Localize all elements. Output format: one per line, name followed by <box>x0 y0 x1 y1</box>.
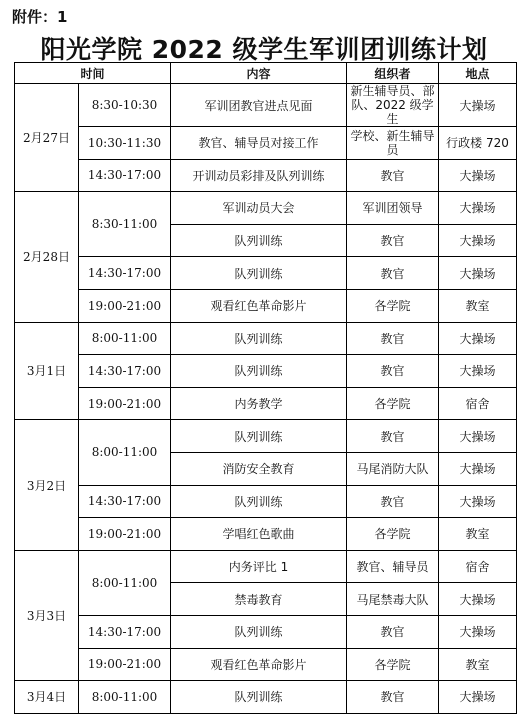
content-cell: 军训团教官进点见面 <box>171 84 347 127</box>
organizer-cell: 教官 <box>347 257 439 290</box>
table-header-row <box>15 63 517 84</box>
header-organizer: 组织者 <box>347 63 439 84</box>
table-row <box>15 355 517 388</box>
location-cell: 大操场 <box>439 355 517 388</box>
location-cell: 大操场 <box>439 159 517 192</box>
organizer-cell: 各学院 <box>347 518 439 551</box>
content-cell: 队列训练 <box>171 681 347 714</box>
organizer-cell: 各学院 <box>347 289 439 322</box>
date-cell: 3月1日 <box>15 322 79 420</box>
content-cell: 队列训练 <box>171 322 347 355</box>
time-cell: 8:00-11:00 <box>79 322 171 355</box>
time-cell: 14:30-17:00 <box>79 615 171 648</box>
location-cell: 大操场 <box>439 192 517 225</box>
organizer-cell: 教官、辅导员 <box>347 550 439 583</box>
table-row <box>15 192 517 225</box>
organizer-cell: 教官 <box>347 224 439 257</box>
organizer-cell: 教官 <box>347 420 439 453</box>
time-cell: 8:30-10:30 <box>79 84 171 127</box>
location-cell: 大操场 <box>439 257 517 290</box>
location-cell: 教室 <box>439 648 517 681</box>
content-cell: 内务教学 <box>171 387 347 420</box>
content-cell: 消防安全教育 <box>171 452 347 485</box>
location-cell: 大操场 <box>439 84 517 127</box>
content-cell: 开训动员彩排及队列训练 <box>171 159 347 192</box>
location-cell: 宿舍 <box>439 387 517 420</box>
time-cell: 14:30-17:00 <box>79 355 171 388</box>
time-cell: 14:30-17:00 <box>79 485 171 518</box>
attachment-label: 附件：1 <box>12 8 68 26</box>
time-cell: 19:00-21:00 <box>79 289 171 322</box>
location-cell: 教室 <box>439 518 517 551</box>
location-cell: 行政楼 720 <box>439 127 517 160</box>
organizer-cell: 教官 <box>347 681 439 714</box>
document-title: 阳光学院 2022 级学生军训团训练计划 <box>40 35 488 64</box>
content-cell: 学唱红色歌曲 <box>171 518 347 551</box>
content-cell: 教官、辅导员对接工作 <box>171 127 347 160</box>
organizer-cell: 教官 <box>347 485 439 518</box>
location-cell: 大操场 <box>439 583 517 616</box>
header-time: 时间 <box>15 63 171 84</box>
training-schedule-table <box>14 62 517 714</box>
content-cell: 队列训练 <box>171 420 347 453</box>
content-cell: 观看红色革命影片 <box>171 648 347 681</box>
location-cell: 大操场 <box>439 485 517 518</box>
content-cell: 队列训练 <box>171 224 347 257</box>
time-cell: 8:30-11:00 <box>79 192 171 257</box>
content-cell: 内务评比 1 <box>171 550 347 583</box>
location-cell: 大操场 <box>439 224 517 257</box>
date-cell: 2月28日 <box>15 192 79 322</box>
table-row <box>15 648 517 681</box>
content-cell: 队列训练 <box>171 355 347 388</box>
table-row <box>15 518 517 551</box>
time-cell: 14:30-17:00 <box>79 257 171 290</box>
table-row <box>15 84 517 127</box>
table-row <box>15 615 517 648</box>
organizer-cell: 学校、新生辅导员 <box>347 127 439 160</box>
time-cell: 19:00-21:00 <box>79 518 171 551</box>
time-cell: 8:00-11:00 <box>79 420 171 485</box>
organizer-cell: 教官 <box>347 355 439 388</box>
table-row <box>15 322 517 355</box>
location-cell: 大操场 <box>439 615 517 648</box>
location-cell: 大操场 <box>439 452 517 485</box>
location-cell: 教室 <box>439 289 517 322</box>
content-cell: 禁毒教育 <box>171 583 347 616</box>
time-cell: 14:30-17:00 <box>79 159 171 192</box>
table-row <box>15 257 517 290</box>
content-cell: 队列训练 <box>171 615 347 648</box>
time-cell: 19:00-21:00 <box>79 387 171 420</box>
table-row <box>15 289 517 322</box>
table-row <box>15 387 517 420</box>
table-row <box>15 550 517 583</box>
time-cell: 19:00-21:00 <box>79 648 171 681</box>
organizer-cell: 教官 <box>347 322 439 355</box>
content-cell: 军训动员大会 <box>171 192 347 225</box>
table-row <box>15 127 517 160</box>
organizer-cell: 各学院 <box>347 648 439 681</box>
time-cell: 8:00-11:00 <box>79 681 171 714</box>
table-row <box>15 681 517 714</box>
location-cell: 大操场 <box>439 681 517 714</box>
table-row <box>15 159 517 192</box>
content-cell: 队列训练 <box>171 485 347 518</box>
content-cell: 观看红色革命影片 <box>171 289 347 322</box>
date-cell: 2月27日 <box>15 84 79 192</box>
content-cell: 队列训练 <box>171 257 347 290</box>
location-cell: 大操场 <box>439 322 517 355</box>
header-content: 内容 <box>171 63 347 84</box>
organizer-cell: 教官 <box>347 159 439 192</box>
organizer-cell: 军训团领导 <box>347 192 439 225</box>
location-cell: 宿舍 <box>439 550 517 583</box>
time-cell: 8:00-11:00 <box>79 550 171 615</box>
organizer-cell: 马尾禁毒大队 <box>347 583 439 616</box>
organizer-cell: 马尾消防大队 <box>347 452 439 485</box>
header-location: 地点 <box>439 63 517 84</box>
location-cell: 大操场 <box>439 420 517 453</box>
organizer-cell: 教官 <box>347 615 439 648</box>
organizer-cell: 各学院 <box>347 387 439 420</box>
date-cell: 3月3日 <box>15 550 79 680</box>
date-cell: 3月4日 <box>15 681 79 714</box>
time-cell: 10:30-11:30 <box>79 127 171 160</box>
organizer-cell: 新生辅导员、部队、2022 级学生 <box>347 84 439 127</box>
table-row <box>15 420 517 453</box>
table-row <box>15 485 517 518</box>
date-cell: 3月2日 <box>15 420 79 550</box>
